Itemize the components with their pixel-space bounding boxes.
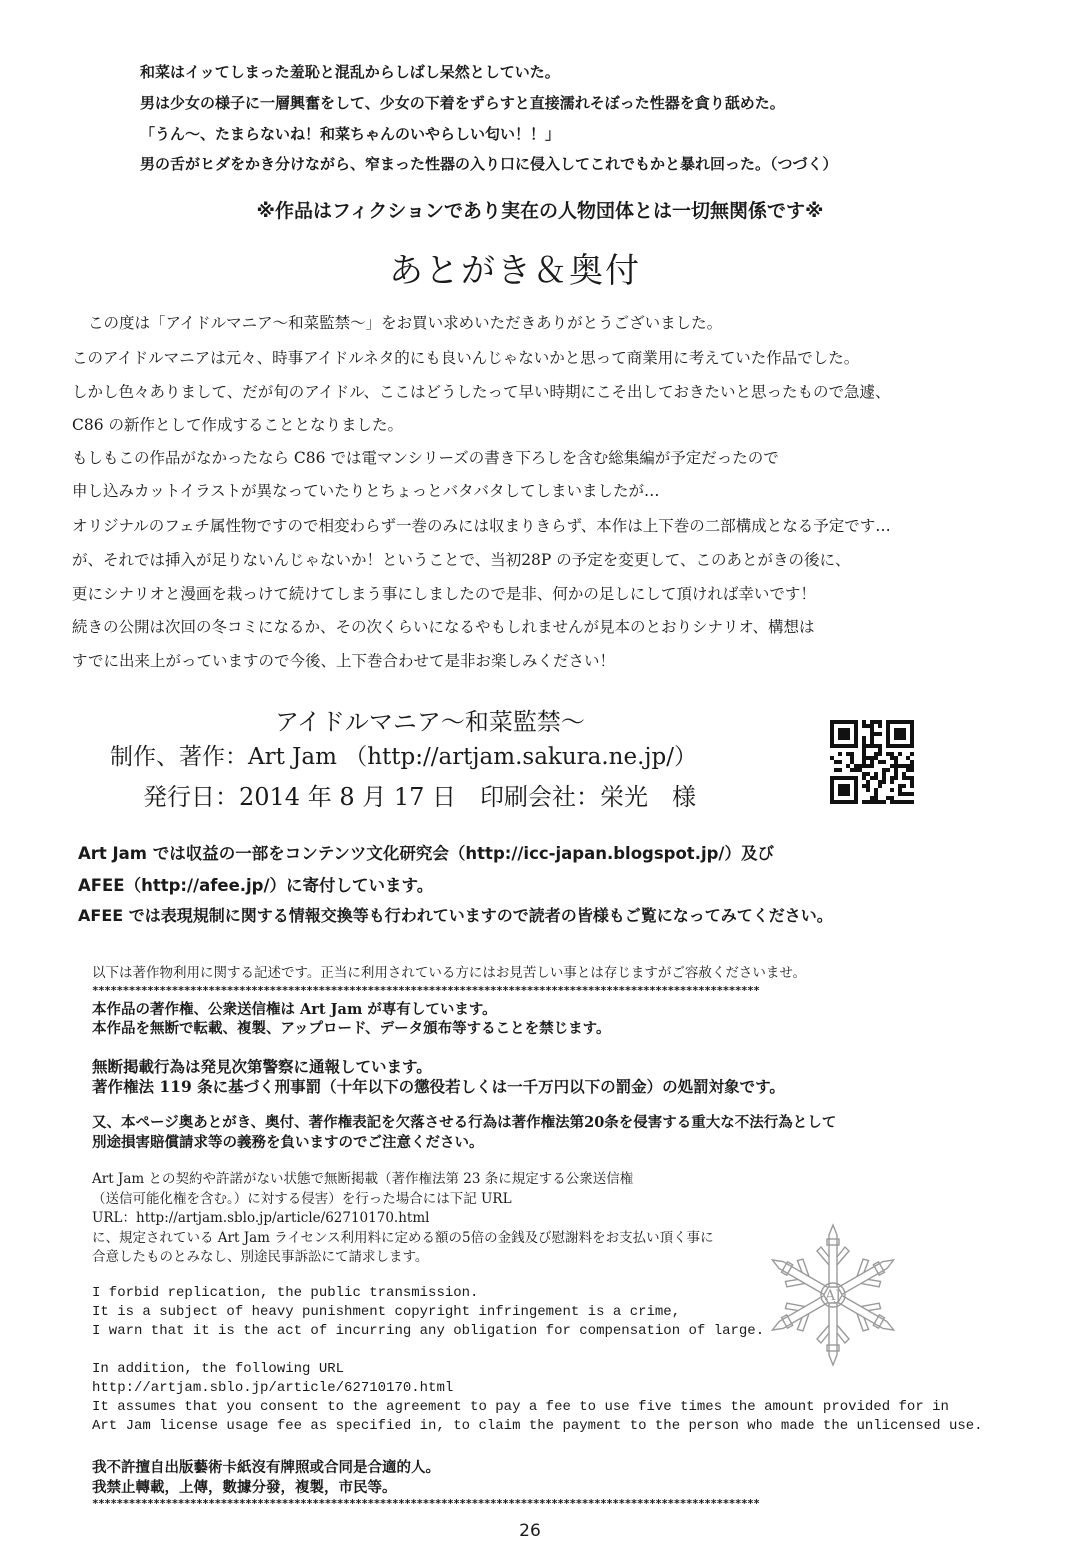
chinese-notice: 我不許擅自出版藝術卡紙沒有牌照或合同是合適的人。 [92,1459,440,1476]
donation-line: AFEE では表現規制に関する情報交換等も行われていますので読者の皆様もご覧になってみてください。 [78,906,833,925]
chinese-notice: 我禁止轉載，上傳，數據分發，複製，市民等。 [92,1479,397,1496]
story-line-3: 「うん〜、たまらないね！和菜ちゃんのいやらしい匂い！！」 [140,125,561,143]
story-line-4: 男の舌がヒダをかき分けながら、窄まった性器の入り口に侵入してこれでもかと暴れ回った。（つづく） [140,155,838,173]
afterword-line: すでに出来上がっていますので今後、上下巻合わせて是非お楽しみください！ [72,652,615,670]
afterword-line: 申し込みカットイラストが異なっていたりとちょっとバタバタしてしまいましたが… [72,482,660,500]
star-divider-top: ************************************************************************************************************* [92,984,760,997]
afterword-line: このアイドルマニアは元々、時事アイドルネタ的にも良いんじゃないかと思って商業用に考えていた作品でした。 [72,349,860,367]
snowflake-mark-text: AJ [825,1288,841,1304]
afterword-line: オリジナルのフェチ属性物ですので相変わらず一巻のみには収まりきらず、本作は上下巻の二部構成となる予定です… [72,517,891,535]
copyright-contract: 合意したものとみなし、別途民事訴訟にて請求します。 [92,1249,429,1265]
afterword-line: しかし色々ありまして、だが旬のアイドル、ここはどうしたって早い時期にこそ出しておきたいと思ったもので急遽、 [72,383,891,401]
donation-line: Art Jam では収益の一部をコンテンツ文化研究会（http://icc-japan.blogspot.jp/）及び [78,844,774,863]
afterword-line: C86 の新作として作成することとなりました。 [72,416,404,434]
afterword-line: が、それでは挿入が足りないんじゃないか！ということで、当初28P の予定を変更して、このあとがきの後に、 [72,551,851,569]
english-url-notice: Art Jam license usage fee as specified in, to claim the payment to the person who made the unlicensed use. [92,1418,983,1434]
afterword-heading: あとがき＆奥付 [389,251,641,291]
copyright-contract: URL：http://artjam.sblo.jp/article/62710170.html [92,1210,430,1226]
english-notice: It is a subject of heavy punishment copyright infringement is a crime, [92,1304,681,1320]
english-notice: I forbid replication, the public transmission. [92,1285,479,1301]
copyright-police: 無断掲載行為は発見次第警察に通報しています。 [92,1057,432,1076]
copyright-notice: 又、本ページ奥あとがき、奥付、著作権表記を欠落させる行為は著作権法第20条を侵害する重大な不法行為として [92,1114,837,1131]
afterword-line: 更にシナリオと漫画を栽っけて続けてしまう事にしましたので是非、何かの足しにして頂ければ幸いです！ [72,585,816,603]
english-url-notice: In addition, the following URL [92,1361,345,1377]
star-divider-bottom: ************************************************************************************************************* [92,1497,760,1510]
page-number: 26 [519,1521,541,1541]
english-url-notice: http://artjam.sblo.jp/article/62710170.html [92,1380,454,1396]
afterword-line: この度は「アイドルマニア〜和菜監禁〜」をお買い求めいただきありがとうございました。 [88,314,723,332]
story-line-2: 男は少女の様子に一層興奮をして、少女の下着をずらすと直接濡れそぼった性器を貪り舐めた。 [140,94,785,112]
colophon-publish: 発行日：2014 年 8 月 17 日 印刷会社：栄光 様 [143,783,697,811]
copyright-intro: 以下は著作物利用に関する記述です。正当に利用されている方にはお見苦しい事とは存じますがご容赦くださいませ。 [92,965,807,981]
copyright-contract: に、規定されている Art Jam ライセンス利用料に定める額の5倍の金銭及び慰謝料をお支払い頂く事に [92,1230,714,1246]
afterword-line: 続きの公開は次回の冬コミになるか、その次くらいになるやもしれませんが見本のとおりシナリオ、構想は [72,618,815,636]
donation-line: AFEE（http://afee.jp/）に寄付しています。 [78,876,434,895]
copyright-police: 著作権法 119 条に基づく刑事罰（十年以下の懲役若しくは一千万円以下の罰金）の処罰対象です。 [92,1077,785,1096]
copyright-notice: 別途損害賠償請求等の義務を負いますのでご注意ください。 [92,1134,484,1151]
copyright-rights: 本作品を無断で転載、複製、アップロード、データ頒布等することを禁じます。 [92,1020,611,1037]
english-notice: I warn that it is the act of incurring any obligation for compensation of large. [92,1323,765,1339]
qr-code [830,720,914,804]
story-line-1: 和菜はイッてしまった羞恥と混乱からしばし呆然としていた。 [140,63,560,81]
snowflake-logo [768,1220,898,1370]
colophon-title: アイドルマニア〜和菜監禁〜 [275,708,585,736]
fiction-disclaimer: ※作品はフィクションであり実在の人物団体とは一切無関係です※ [256,200,824,222]
copyright-rights: 本作品の著作権、公衆送信権は Art Jam が専有しています。 [92,1001,497,1018]
copyright-contract: （送信可能化権を含む。）に対する侵害）を行った場合には下記 URL [92,1191,512,1207]
english-url-notice: It assumes that you consent to the agreement to pay a fee to use five times the amount provided for in [92,1399,949,1415]
copyright-contract: Art Jam との契約や許諾がない状態で無断掲載（著作権法第 23 条に規定する公衆送信権 [92,1171,634,1187]
colophon-author: 制作、著作：Art Jam （http://artjam.sakura.ne.jp/） [110,744,698,770]
afterword-line: もしもこの作品がなかったなら C86 では電マンシリーズの書き下ろしを含む総集編が予定だったので [72,449,779,467]
